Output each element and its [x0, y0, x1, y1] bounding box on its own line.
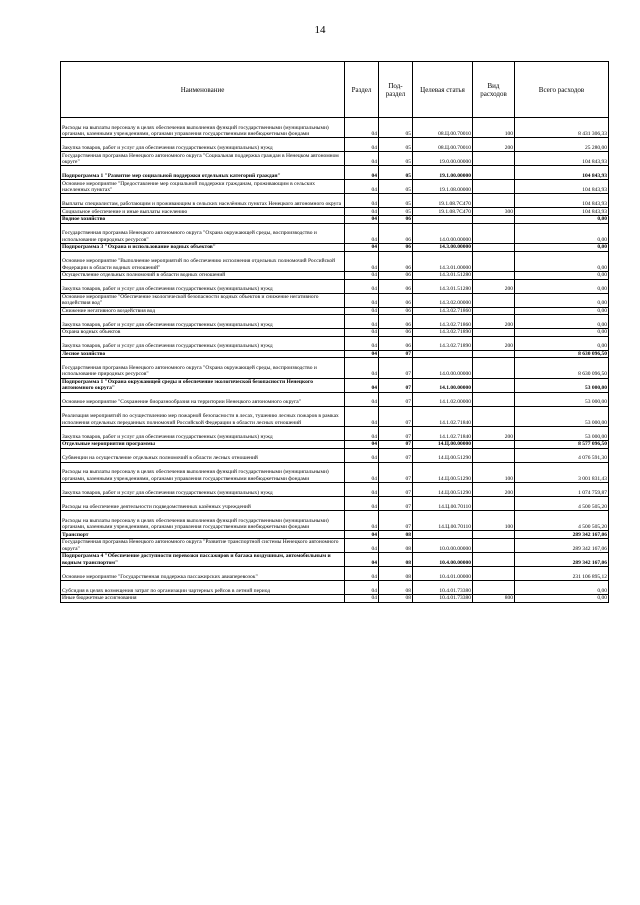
- row-name: Транспорт: [61, 531, 345, 539]
- row-target: 19.1.00.00000: [413, 166, 473, 180]
- row-total: 104 843,93: [515, 194, 609, 208]
- row-name: Закупка товаров, работ и услуг для обеспечения государственных (муниципальных) нужд: [61, 279, 345, 293]
- row-section: 04: [345, 152, 379, 166]
- row-subsection: 08: [379, 581, 413, 595]
- row-subsection: 06: [379, 215, 413, 223]
- table-row: [61, 378, 609, 392]
- row-target: 14.0.00.00000: [413, 223, 473, 243]
- row-total: 231 106 895,12: [515, 567, 609, 581]
- row-name: Государственная программа Ненецкого автономного округа "Социальная поддержка граждан в Ненецком автономном округе": [61, 152, 345, 166]
- row-expense-type: [473, 271, 515, 279]
- row-total: 104 843,93: [515, 152, 609, 166]
- row-section: 04: [345, 595, 379, 603]
- row-expense-type: 800: [473, 595, 515, 603]
- table-row: [61, 350, 609, 358]
- row-subsection: 06: [379, 336, 413, 350]
- row-expense-type: [473, 378, 515, 392]
- row-total: 1 074 759,87: [515, 483, 609, 497]
- row-name: Иные бюджетные ассигнования: [61, 595, 345, 603]
- row-name: Снижение негативного воздействия вод: [61, 307, 345, 315]
- row-expense-type: [473, 358, 515, 378]
- row-subsection: 06: [379, 315, 413, 329]
- row-section: 04: [345, 315, 379, 329]
- row-total: 104 843,93: [515, 180, 609, 194]
- row-subsection: 07: [379, 406, 413, 426]
- row-expense-type: 100: [473, 462, 515, 482]
- row-total: 53 000,00: [515, 378, 609, 392]
- table-row: [61, 358, 609, 378]
- row-section: 04: [345, 223, 379, 243]
- row-expense-type: [473, 152, 515, 166]
- row-target: 14.Ц.00.51290: [413, 448, 473, 462]
- row-section: 04: [345, 483, 379, 497]
- row-total: 4 500 505,20: [515, 511, 609, 531]
- table-row: [61, 336, 609, 350]
- table-row: [61, 406, 609, 426]
- row-subsection: 08: [379, 539, 413, 553]
- row-name: Субвенции на осуществление отдельных полномочий в области лесных отношений: [61, 448, 345, 462]
- row-subsection: 08: [379, 531, 413, 539]
- row-total: 0,00: [515, 271, 609, 279]
- row-total: 8 630 096,50: [515, 358, 609, 378]
- row-section: 04: [345, 307, 379, 315]
- expenses-table: [60, 61, 609, 603]
- row-total: 0,00: [515, 223, 609, 243]
- row-section: 04: [345, 497, 379, 511]
- row-subsection: 05: [379, 152, 413, 166]
- row-section: 04: [345, 441, 379, 449]
- table-row: [61, 166, 609, 180]
- row-subsection: 05: [379, 194, 413, 208]
- row-target: [413, 350, 473, 358]
- row-expense-type: [473, 539, 515, 553]
- row-total: 0,00: [515, 279, 609, 293]
- row-subsection: 05: [379, 138, 413, 152]
- row-name: Выплаты специалистам, работающим и проживающим в сельских населённых пунктах Ненецкого автономного округа: [61, 194, 345, 208]
- table-row: [61, 118, 609, 138]
- table-row: [61, 194, 609, 208]
- row-total: 4 076 591,30: [515, 448, 609, 462]
- row-total: 53 000,00: [515, 406, 609, 426]
- row-target: 14.3.02.71860: [413, 315, 473, 329]
- row-subsection: 06: [379, 307, 413, 315]
- row-target: 14.3.00.00000: [413, 243, 473, 251]
- row-target: 14.1.00.00000: [413, 378, 473, 392]
- row-subsection: 07: [379, 483, 413, 497]
- row-total: 25 280,00: [515, 138, 609, 152]
- row-name: Закупка товаров, работ и услуг для обеспечения государственных (муниципальных) нужд: [61, 336, 345, 350]
- row-expense-type: 100: [473, 118, 515, 138]
- row-expense-type: 200: [473, 336, 515, 350]
- row-name: Осуществление отдельных полномочий в области водных отношений: [61, 271, 345, 279]
- row-subsection: 08: [379, 553, 413, 567]
- table-row: [61, 531, 609, 539]
- header-name: Наименование: [61, 62, 345, 118]
- row-expense-type: 100: [473, 511, 515, 531]
- table-row: [61, 511, 609, 531]
- row-total: 104 843,93: [515, 208, 609, 216]
- row-expense-type: [473, 293, 515, 307]
- row-subsection: 08: [379, 595, 413, 603]
- row-name: Субсидия в целях возмещения затрат по организации чартерных рейсов в летний период: [61, 581, 345, 595]
- row-target: 08.Ц.00.70010: [413, 118, 473, 138]
- row-name: Закупка товаров, работ и услуг для обеспечения государственных (муниципальных) нужд: [61, 138, 345, 152]
- row-target: 14.3.02.71860: [413, 307, 473, 315]
- row-total: 8 431 306,33: [515, 118, 609, 138]
- row-target: 10.0.00.00000: [413, 539, 473, 553]
- row-name: Государственная программа Ненецкого автономного округа "Развитие транспортной системы Ненецкого автономного округа": [61, 539, 345, 553]
- row-name: Подпрограмма 4 "Обеспечение доступности перевозки пассажиров и багажа воздушным, автомобильным и водным транспортом": [61, 553, 345, 567]
- row-expense-type: [473, 406, 515, 426]
- row-name: Реализация мероприятий по осуществлению мер пожарной безопасности в лесах, тушению лесных пожаров в рамках исполнения отдельных переданных полномочий Российской Федерации в области лесных отношений: [61, 406, 345, 426]
- row-total: 0,00: [515, 581, 609, 595]
- row-target: 14.Ц.00.51290: [413, 462, 473, 482]
- row-target: 14.1.02.71840: [413, 406, 473, 426]
- row-name: Охрана водных объектов: [61, 329, 345, 337]
- row-section: 04: [345, 531, 379, 539]
- row-subsection: 06: [379, 279, 413, 293]
- row-total: 0,00: [515, 329, 609, 337]
- row-total: 3 001 831,43: [515, 462, 609, 482]
- table-row: [61, 152, 609, 166]
- row-target: 14.1.02.00000: [413, 392, 473, 406]
- table-row: [61, 392, 609, 406]
- row-name: Государственная программа Ненецкого автономного округа "Охрана окружающей среды, воспроизводство и использование природных ресурсов": [61, 223, 345, 243]
- table-row: [61, 553, 609, 567]
- row-section: 04: [345, 194, 379, 208]
- row-target: 19.1.08.7С470: [413, 194, 473, 208]
- row-expense-type: [473, 329, 515, 337]
- table-row: [61, 329, 609, 337]
- row-section: 04: [345, 581, 379, 595]
- row-name: Основное мероприятие "Предоставление мер социальной поддержки гражданам, проживающим в сельских населенных пунктах": [61, 180, 345, 194]
- row-name: Государственная программа Ненецкого автономного округа "Охрана окружающей среды, воспроизводство и использование природных ресурсов": [61, 358, 345, 378]
- header-total: Всего расходов: [515, 62, 609, 118]
- row-subsection: 06: [379, 293, 413, 307]
- row-expense-type: [473, 180, 515, 194]
- row-total: 0,00: [515, 307, 609, 315]
- row-total: 4 500 505,20: [515, 497, 609, 511]
- table-row: [61, 462, 609, 482]
- row-expense-type: [473, 194, 515, 208]
- row-total: 0,00: [515, 251, 609, 271]
- row-name: Основное мероприятие "Обеспечение экологической безопасности водных объектов и снижение негативного воздействия вод": [61, 293, 345, 307]
- row-subsection: 07: [379, 378, 413, 392]
- table-row: [61, 293, 609, 307]
- row-target: 14.1.02.71840: [413, 427, 473, 441]
- row-target: 08.Ц.00.70010: [413, 138, 473, 152]
- row-section: 04: [345, 378, 379, 392]
- row-name: Подпрограмма 3 "Охрана и использование водных объектов": [61, 243, 345, 251]
- row-target: 10.4.01.00000: [413, 567, 473, 581]
- row-expense-type: [473, 497, 515, 511]
- table-row: [61, 215, 609, 223]
- row-target: [413, 215, 473, 223]
- table-row: [61, 251, 609, 271]
- row-section: 04: [345, 329, 379, 337]
- table-row: [61, 539, 609, 553]
- row-subsection: 06: [379, 243, 413, 251]
- row-section: 04: [345, 448, 379, 462]
- row-total: 8 577 096,50: [515, 441, 609, 449]
- row-target: 10.4.01.73380: [413, 581, 473, 595]
- table-row: [61, 208, 609, 216]
- row-section: 04: [345, 293, 379, 307]
- table-row: [61, 567, 609, 581]
- row-name: Закупка товаров, работ и услуг для обеспечения государственных (муниципальных) нужд: [61, 315, 345, 329]
- row-total: 104 843,93: [515, 166, 609, 180]
- row-total: 289 342 167,06: [515, 553, 609, 567]
- row-expense-type: [473, 223, 515, 243]
- table-row: [61, 271, 609, 279]
- row-target: 14.3.01.00000: [413, 251, 473, 271]
- row-subsection: 07: [379, 392, 413, 406]
- row-total: 8 630 096,50: [515, 350, 609, 358]
- row-subsection: 07: [379, 511, 413, 531]
- row-name: Основное мероприятие "Государственная поддержка пассажирских авиаперевозок": [61, 567, 345, 581]
- table-row: [61, 581, 609, 595]
- row-target: 19.0.00.00000: [413, 152, 473, 166]
- row-total: 53 000,00: [515, 392, 609, 406]
- row-name: Основное мероприятие "Выполнение мероприятий по обеспечению исполнения отдельных полномочий Российской Федерации в области водных отношений": [61, 251, 345, 271]
- row-subsection: 08: [379, 567, 413, 581]
- row-subsection: 06: [379, 223, 413, 243]
- row-section: 04: [345, 271, 379, 279]
- row-total: 0,00: [515, 293, 609, 307]
- row-name: Расходы на обеспечение деятельности подведомственных казённых учреждений: [61, 497, 345, 511]
- row-expense-type: 300: [473, 208, 515, 216]
- header-subsection: Под- раздел: [379, 62, 413, 118]
- row-name: Расходы на выплаты персоналу в целях обеспечения выполнения функций государственными (муниципальными) органами, казенными учреждениями, органами управления государственными внебюджетными фондами: [61, 511, 345, 531]
- row-expense-type: 200: [473, 138, 515, 152]
- table-row: [61, 279, 609, 293]
- row-target: 14.Ц.00.70110: [413, 511, 473, 531]
- header-target: Целевая статья: [413, 62, 473, 118]
- row-subsection: 06: [379, 329, 413, 337]
- row-expense-type: 200: [473, 427, 515, 441]
- row-section: 04: [345, 336, 379, 350]
- row-total: 0,00: [515, 243, 609, 251]
- row-section: 04: [345, 427, 379, 441]
- row-subsection: 06: [379, 271, 413, 279]
- row-total: 0,00: [515, 315, 609, 329]
- row-section: 04: [345, 166, 379, 180]
- row-section: 04: [345, 208, 379, 216]
- row-subsection: 06: [379, 251, 413, 271]
- row-name: Закупка товаров, работ и услуг для обеспечения государственных (муниципальных) нужд: [61, 427, 345, 441]
- row-section: 04: [345, 180, 379, 194]
- row-total: 0,00: [515, 336, 609, 350]
- row-section: 04: [345, 358, 379, 378]
- row-expense-type: [473, 243, 515, 251]
- row-name: Основное мероприятие "Сохранение биоразнообразия на территории Ненецкого автономного округа": [61, 392, 345, 406]
- header-section: Раздел: [345, 62, 379, 118]
- row-subsection: 05: [379, 180, 413, 194]
- row-target: 14.Ц.00.00000: [413, 441, 473, 449]
- row-expense-type: [473, 553, 515, 567]
- row-section: 04: [345, 215, 379, 223]
- table-row: [61, 180, 609, 194]
- row-section: 04: [345, 406, 379, 426]
- row-target: 14.Ц.00.51290: [413, 483, 473, 497]
- row-name: Отдельные мероприятия программы: [61, 441, 345, 449]
- table-row: [61, 448, 609, 462]
- row-subsection: 07: [379, 358, 413, 378]
- row-target: [413, 531, 473, 539]
- table-row: [61, 315, 609, 329]
- row-target: 19.1.08.7С470: [413, 208, 473, 216]
- row-name: Расходы на выплаты персоналу в целях обеспечения выполнения функций государственными (муниципальными) органами, казенными учреждениями, органами управления государственными внебюджетными фондами: [61, 462, 345, 482]
- row-target: 14.0.00.00000: [413, 358, 473, 378]
- table-row: [61, 138, 609, 152]
- row-subsection: 07: [379, 448, 413, 462]
- table-row: [61, 243, 609, 251]
- row-name: Подпрограмма 1 "Развитие мер социальной поддержки отдельных категорий граждан": [61, 166, 345, 180]
- row-section: 04: [345, 251, 379, 271]
- row-subsection: 07: [379, 427, 413, 441]
- row-total: 289 342 167,06: [515, 539, 609, 553]
- row-target: 14.3.02.71890: [413, 336, 473, 350]
- table-row: [61, 595, 609, 603]
- row-expense-type: [473, 567, 515, 581]
- row-subsection: 05: [379, 118, 413, 138]
- table-row: [61, 223, 609, 243]
- row-section: 04: [345, 539, 379, 553]
- table-row: [61, 307, 609, 315]
- row-expense-type: [473, 350, 515, 358]
- row-subsection: 05: [379, 166, 413, 180]
- row-expense-type: [473, 166, 515, 180]
- row-section: 04: [345, 138, 379, 152]
- row-name: Лесное хозяйство: [61, 350, 345, 358]
- row-expense-type: 200: [473, 279, 515, 293]
- header-expense-type: Вид расходов: [473, 62, 515, 118]
- row-target: 14.3.01.51280: [413, 279, 473, 293]
- table-body: [61, 118, 609, 603]
- row-expense-type: [473, 392, 515, 406]
- row-section: 04: [345, 462, 379, 482]
- row-expense-type: [473, 581, 515, 595]
- row-subsection: 07: [379, 350, 413, 358]
- row-target: 14.3.02.71890: [413, 329, 473, 337]
- row-target: 14.Ц.00.70110: [413, 497, 473, 511]
- row-target: 10.4.01.73380: [413, 595, 473, 603]
- row-section: 04: [345, 392, 379, 406]
- row-expense-type: [473, 441, 515, 449]
- row-section: 04: [345, 243, 379, 251]
- table-row: [61, 497, 609, 511]
- row-section: 04: [345, 567, 379, 581]
- row-section: 04: [345, 118, 379, 138]
- row-section: 04: [345, 279, 379, 293]
- row-target: 10.4.00.00000: [413, 553, 473, 567]
- row-expense-type: [473, 307, 515, 315]
- row-total: 289 342 167,06: [515, 531, 609, 539]
- row-name: Закупка товаров, работ и услуг для обеспечения государственных (муниципальных) нужд: [61, 483, 345, 497]
- row-subsection: 07: [379, 441, 413, 449]
- row-total: 53 000,00: [515, 427, 609, 441]
- row-expense-type: [473, 215, 515, 223]
- row-expense-type: [473, 448, 515, 462]
- table-row: [61, 427, 609, 441]
- row-target: 19.1.08.00000: [413, 180, 473, 194]
- table-header-row: [61, 62, 609, 118]
- row-target: 14.3.02.00000: [413, 293, 473, 307]
- page-number: 14: [314, 24, 326, 36]
- row-expense-type: [473, 531, 515, 539]
- row-total: 0,00: [515, 595, 609, 603]
- row-expense-type: 200: [473, 483, 515, 497]
- row-subsection: 07: [379, 462, 413, 482]
- row-section: 04: [345, 553, 379, 567]
- row-total: 0,00: [515, 215, 609, 223]
- table-row: [61, 441, 609, 449]
- row-subsection: 07: [379, 497, 413, 511]
- row-name: Водное хозяйство: [61, 215, 345, 223]
- row-name: Расходы на выплаты персоналу в целях обеспечения выполнения функций государственными (муниципальными) органами, казенными учреждениями, органами управления государственными внебюджетными фондами: [61, 118, 345, 138]
- row-target: 14.3.01.51280: [413, 271, 473, 279]
- row-name: Подпрограмма 1 "Охрана окружающей среды и обеспечение экологической безопасности Ненецкого автономного округа": [61, 378, 345, 392]
- row-section: 04: [345, 350, 379, 358]
- table-row: [61, 483, 609, 497]
- row-expense-type: 200: [473, 315, 515, 329]
- row-subsection: 05: [379, 208, 413, 216]
- row-section: 04: [345, 511, 379, 531]
- row-expense-type: [473, 251, 515, 271]
- row-name: Социальное обеспечение и иные выплаты населению: [61, 208, 345, 216]
